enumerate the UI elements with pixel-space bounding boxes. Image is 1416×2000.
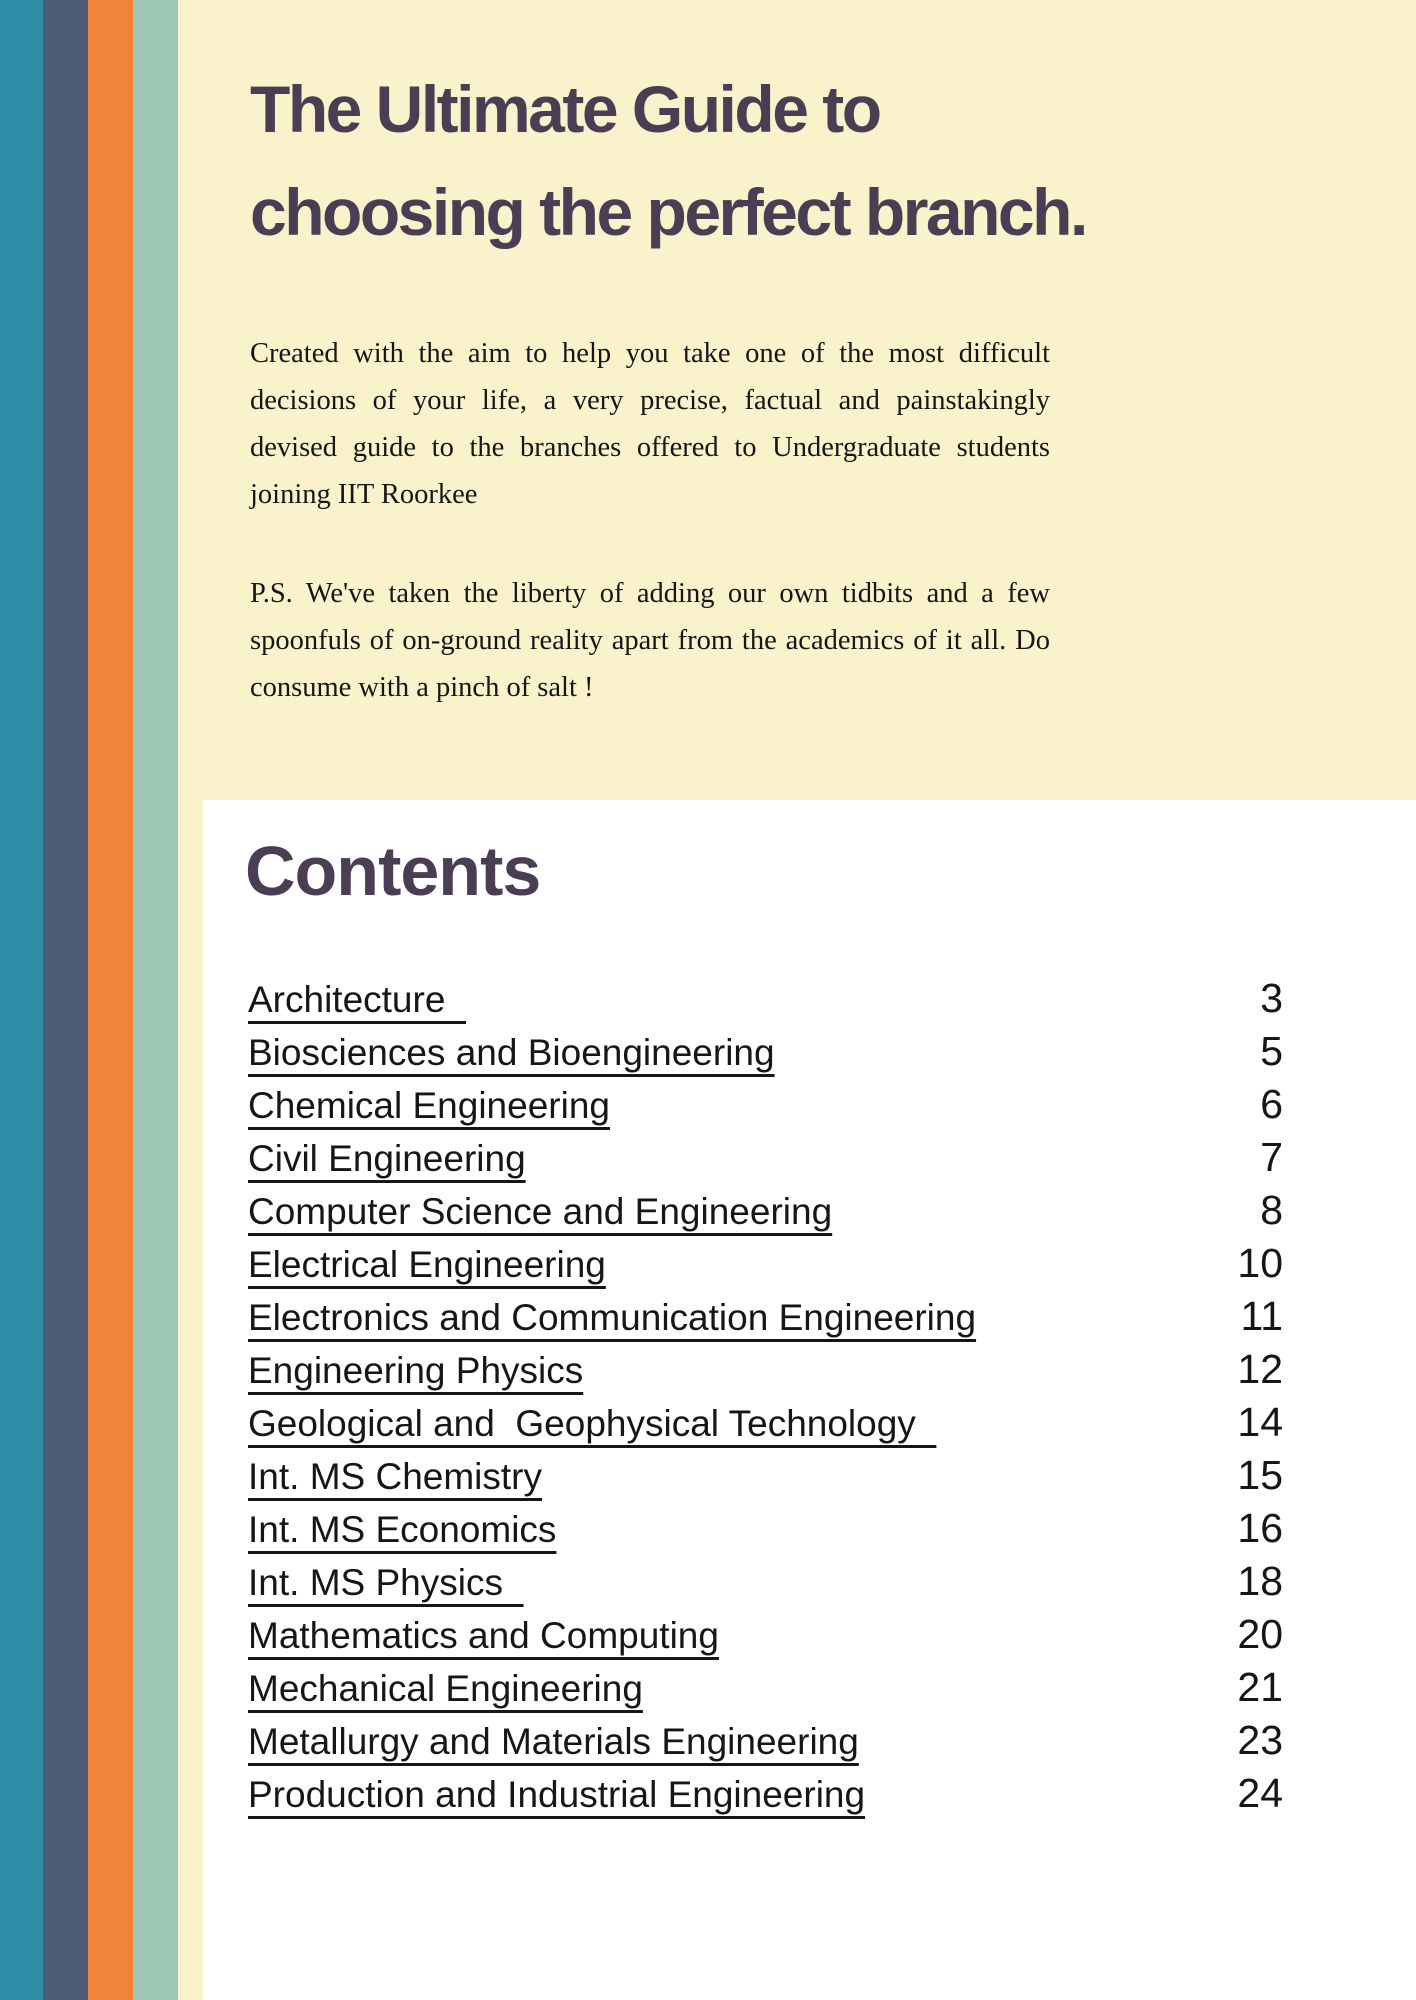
- toc-row: [248, 1608, 1283, 1661]
- toc-page-number: 7: [1260, 1134, 1283, 1180]
- page-title-line-1: The Ultimate Guide to: [250, 72, 880, 146]
- left-stripe-slate: [43, 0, 88, 2000]
- toc-link[interactable]: Production and Industrial Engineering: [248, 1774, 866, 1815]
- toc-row: [248, 1184, 1283, 1237]
- toc-link[interactable]: Engineering Physics: [248, 1350, 584, 1391]
- toc-link[interactable]: Civil Engineering: [248, 1138, 526, 1179]
- toc-page-number: 5: [1260, 1028, 1283, 1074]
- toc-row: [248, 1767, 1283, 1820]
- toc-row: [248, 1237, 1283, 1290]
- toc-page-number: 12: [1237, 1346, 1283, 1392]
- left-stripe-orange: [88, 0, 133, 2000]
- toc-page-number: 11: [1240, 1293, 1283, 1339]
- toc-row: [248, 1396, 1283, 1449]
- toc-page-number: 18: [1237, 1558, 1283, 1604]
- toc-row: [248, 1078, 1283, 1131]
- toc-link[interactable]: Int. MS Economics: [248, 1509, 557, 1550]
- toc-link[interactable]: Int. MS Chemistry: [248, 1456, 542, 1497]
- toc-row: [248, 1343, 1283, 1396]
- toc-page-number: 6: [1260, 1081, 1283, 1127]
- toc-row: [248, 1661, 1283, 1714]
- toc-page-number: 23: [1237, 1717, 1283, 1763]
- toc-page-number: 10: [1237, 1240, 1283, 1286]
- toc-link[interactable]: Electrical Engineering: [248, 1244, 606, 1285]
- left-stripe-sage: [133, 0, 178, 2000]
- toc-page-number: 8: [1260, 1187, 1283, 1233]
- ps-paragraph: P.S. We've taken the liberty of adding our own tidbits and a few spoonfuls of on-ground reality apart from the academics of it all. Do consume with a pinch of salt !: [250, 578, 1050, 703]
- toc-link[interactable]: Mechanical Engineering: [248, 1668, 643, 1709]
- toc-row: [248, 1131, 1283, 1184]
- toc-link[interactable]: Chemical Engineering: [248, 1085, 610, 1126]
- toc-link[interactable]: Geological and Geophysical Technology: [248, 1403, 937, 1444]
- table-of-contents: [248, 972, 1283, 1820]
- toc-link[interactable]: Computer Science and Engineering: [248, 1191, 833, 1232]
- toc-row: [248, 1449, 1283, 1502]
- toc-page-number: 15: [1237, 1452, 1283, 1498]
- toc-page-number: 24: [1237, 1770, 1283, 1816]
- toc-link[interactable]: Int. MS Physics: [248, 1562, 524, 1603]
- toc-row: [248, 1025, 1283, 1078]
- toc-row: [248, 1555, 1283, 1608]
- toc-link[interactable]: Mathematics and Computing: [248, 1615, 719, 1656]
- page-title: [250, 58, 1270, 264]
- page-title-line-2: choosing the perfect branch.: [250, 175, 1086, 249]
- intro-paragraph: Created with the aim to help you take one of the most difficult decisions of your life, a very precise, factual and painstakingly devised guide to the branches offered to Undergraduate students joining IIT Roorkee: [250, 338, 1050, 510]
- toc-row: [248, 1290, 1283, 1343]
- toc-row: [248, 972, 1283, 1025]
- toc-row: [248, 1714, 1283, 1767]
- toc-link[interactable]: Metallurgy and Materials Engineering: [248, 1721, 859, 1762]
- left-stripe-teal: [0, 0, 43, 2000]
- contents-heading: Contents: [245, 832, 541, 910]
- toc-link[interactable]: Electronics and Communication Engineering: [248, 1297, 977, 1338]
- toc-row: [248, 1502, 1283, 1555]
- toc-page-number: 21: [1237, 1664, 1283, 1710]
- toc-page-number: 20: [1237, 1611, 1283, 1657]
- toc-link[interactable]: Architecture: [248, 979, 466, 1020]
- toc-page-number: 14: [1237, 1399, 1283, 1445]
- toc-page-number: 3: [1260, 975, 1283, 1021]
- toc-page-number: 16: [1237, 1505, 1283, 1551]
- toc-link[interactable]: Biosciences and Bioengineering: [248, 1032, 775, 1073]
